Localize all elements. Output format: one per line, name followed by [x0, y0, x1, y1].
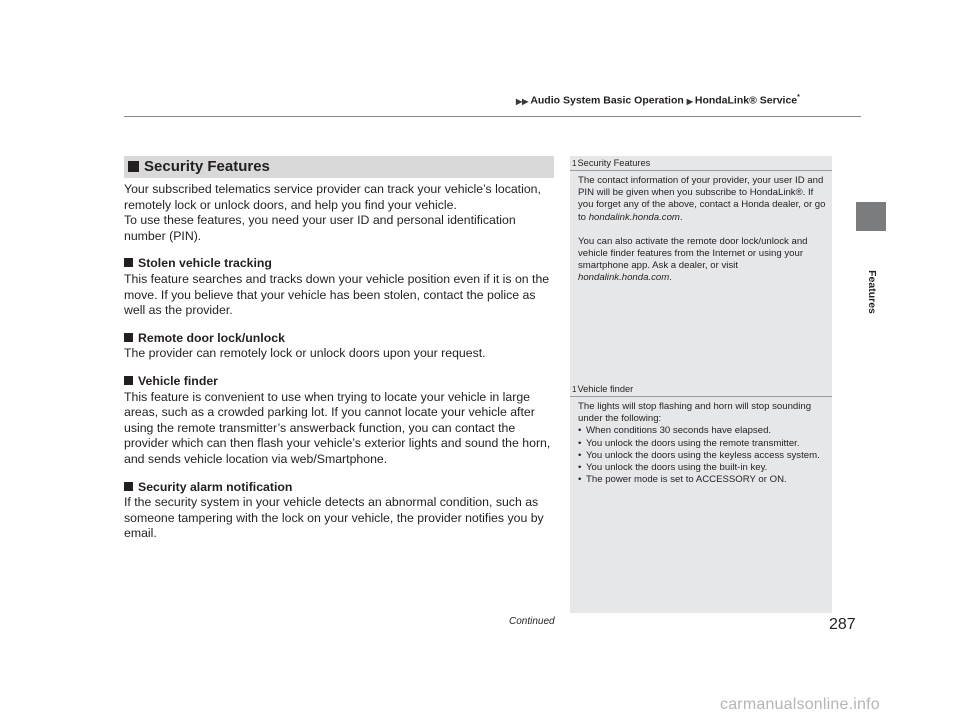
item-body: This feature is convenient to use when trying to locate your vehicle in large areas, such as a crowded parking lot. If you cannot locate your vehicle after using the remote transmitter’s answerback function, you can contact the provider which can then flash your vehicle’s exterior lights and sound the horn, and sends vehicle location via web/Smartphone. [124, 389, 551, 466]
square-bullet-icon [124, 333, 133, 342]
section-header [124, 156, 554, 178]
note-header: 1Vehicle finder [570, 383, 832, 397]
square-bullet-icon [124, 376, 133, 385]
note-reference-icon: 1 [572, 385, 577, 394]
section-title: Security Features [144, 158, 270, 175]
breadcrumb-arrow-icon: ▶▶ [516, 96, 529, 106]
main-text [124, 182, 556, 542]
note-security-features [570, 157, 832, 285]
list-item: • You unlock the doors using the built-in key. [578, 462, 768, 474]
item-body: This feature searches and tracks down your vehicle position even if it is on the move. If you believe that your vehicle has been stolen, contact the police as well as the provider. [124, 271, 550, 318]
item-heading: Remote door lock/unlock [124, 331, 556, 347]
square-bullet-icon [124, 258, 133, 267]
breadcrumb-asterisk: * [797, 94, 800, 101]
item-body: The provider can remotely lock or unlock doors upon your request. [124, 346, 486, 361]
page-number: 287 [829, 616, 856, 633]
breadcrumb-separator-icon: ▶ [686, 96, 693, 106]
bullet-icon: • [578, 425, 582, 437]
intro-paragraph-2: To use these features, you need your user ID and personal identification number (PIN). [124, 213, 516, 243]
list-item: • When conditions 30 seconds have elapsed. [578, 425, 772, 437]
bullet-icon: • [578, 449, 582, 461]
website-link[interactable]: hondalink.honda.com [578, 272, 670, 284]
section-square-icon [128, 161, 139, 172]
chapter-label [862, 262, 882, 322]
item-heading: Stolen vehicle tracking [124, 256, 556, 272]
note-reference-icon: 1 [572, 159, 577, 168]
note-paragraph: You can also activate the remote door lock/unlock and vehicle finder features from the Internet or using your smartphone app. Ask a dealer, or visit hondalink.honda.com. [578, 235, 808, 284]
list-item: • You unlock the doors using the keyless access system. [578, 449, 820, 461]
item-body: If the security system in your vehicle detects an abnormal condition, such as someone tampering with the lock on your vehicle, the provider notifies you by email. [124, 495, 544, 541]
continued-label: Continued [509, 616, 555, 627]
item-heading: Security alarm notification [124, 480, 556, 496]
item-heading: Vehicle finder [124, 374, 556, 390]
note-bullet-list [578, 425, 828, 486]
header-rule [124, 116, 861, 117]
list-item: • You unlock the doors using the remote transmitter. [578, 437, 800, 449]
note-vehicle-finder [570, 383, 832, 486]
note-paragraph: The lights will stop flashing and horn will stop sounding under the following: [578, 401, 812, 425]
bullet-icon: • [578, 474, 582, 486]
breadcrumb [516, 94, 800, 107]
chapter-tab [856, 202, 886, 231]
note-body [570, 397, 832, 486]
chapter-label-text: Features [866, 270, 878, 314]
bullet-icon: • [578, 462, 582, 474]
bullet-icon: • [578, 437, 582, 449]
note-paragraph: The contact information of your provider, your user ID and PIN will be given when you subscribe to HondaLink®. If you forget any of the above, contact a Honda dealer, or go to hondalink.honda.com. [578, 175, 826, 223]
note-header: 1Security Features [570, 157, 832, 171]
square-bullet-icon [124, 482, 133, 491]
website-link[interactable]: hondalink.honda.com [588, 211, 680, 223]
intro-paragraph: Your subscribed telematics service provider can track your vehicle’s location, remotely lock or unlock doors, and help you find your vehicle. [124, 182, 541, 212]
watermark: carmanualsonline.info [720, 696, 880, 713]
list-item: • The power mode is set to ACCESSORY or ON. [578, 474, 787, 486]
note-body [570, 171, 832, 285]
breadcrumb-part-2: HondaLink® Service [694, 94, 798, 107]
breadcrumb-part-1: Audio System Basic Operation [530, 94, 684, 107]
